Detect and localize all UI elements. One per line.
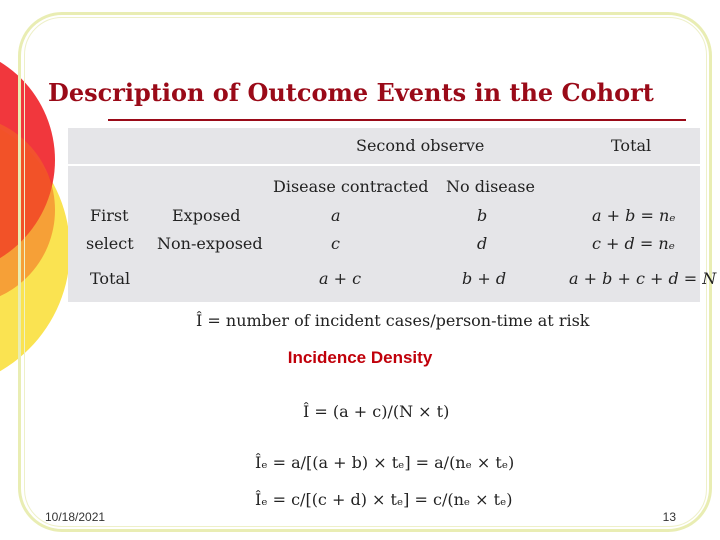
row-label-total: Total bbox=[90, 269, 131, 288]
row-label-exposed: Exposed bbox=[172, 206, 241, 225]
header-second-observe: Second observe bbox=[356, 136, 485, 155]
cell-exposed-no-disease: b bbox=[477, 206, 488, 225]
formula-overall-incidence: Î = (a + c)/(N × t) bbox=[303, 402, 450, 421]
cell-nonexposed-disease: c bbox=[331, 234, 340, 253]
contingency-table bbox=[68, 128, 717, 302]
slide-title: Description of Outcome Events in the Cohort bbox=[48, 78, 654, 107]
footer-date: 10/18/2021 bbox=[45, 510, 106, 524]
formula-exposed-incidence: Îₑ = a/[(a + b) × tₑ] = a/(nₑ × tₑ) bbox=[255, 453, 515, 472]
cell-total-disease: a + c bbox=[319, 269, 362, 288]
cell-nonexposed-no-disease: d bbox=[477, 234, 488, 253]
cell-total-no-disease: b + d bbox=[462, 269, 507, 288]
page-number: 13 bbox=[662, 510, 676, 524]
cell-exposed-disease: a bbox=[331, 206, 341, 225]
col-header-no-disease: No disease bbox=[446, 177, 535, 196]
row-group-label-first: First bbox=[90, 206, 129, 225]
col-header-disease: Disease contracted bbox=[273, 177, 429, 196]
cell-grand-total: a + b + c + d = N bbox=[569, 269, 717, 288]
header-total: Total bbox=[611, 136, 652, 155]
formula-nonexposed-incidence: Îₑ = c/[(c + d) × tₑ] = c/(nₑ × tₑ) bbox=[255, 490, 513, 509]
cell-nonexposed-total: c + d = nₑ bbox=[592, 234, 675, 253]
row-label-non-exposed: Non-exposed bbox=[157, 234, 263, 253]
row-group-label-select: select bbox=[86, 234, 134, 253]
section-subtitle: Incidence Density bbox=[287, 348, 433, 367]
title-underline bbox=[108, 119, 686, 121]
incidence-definition-formula: Î = number of incident cases/person-time at risk bbox=[196, 311, 590, 330]
cell-exposed-total: a + b = nₑ bbox=[592, 206, 676, 225]
